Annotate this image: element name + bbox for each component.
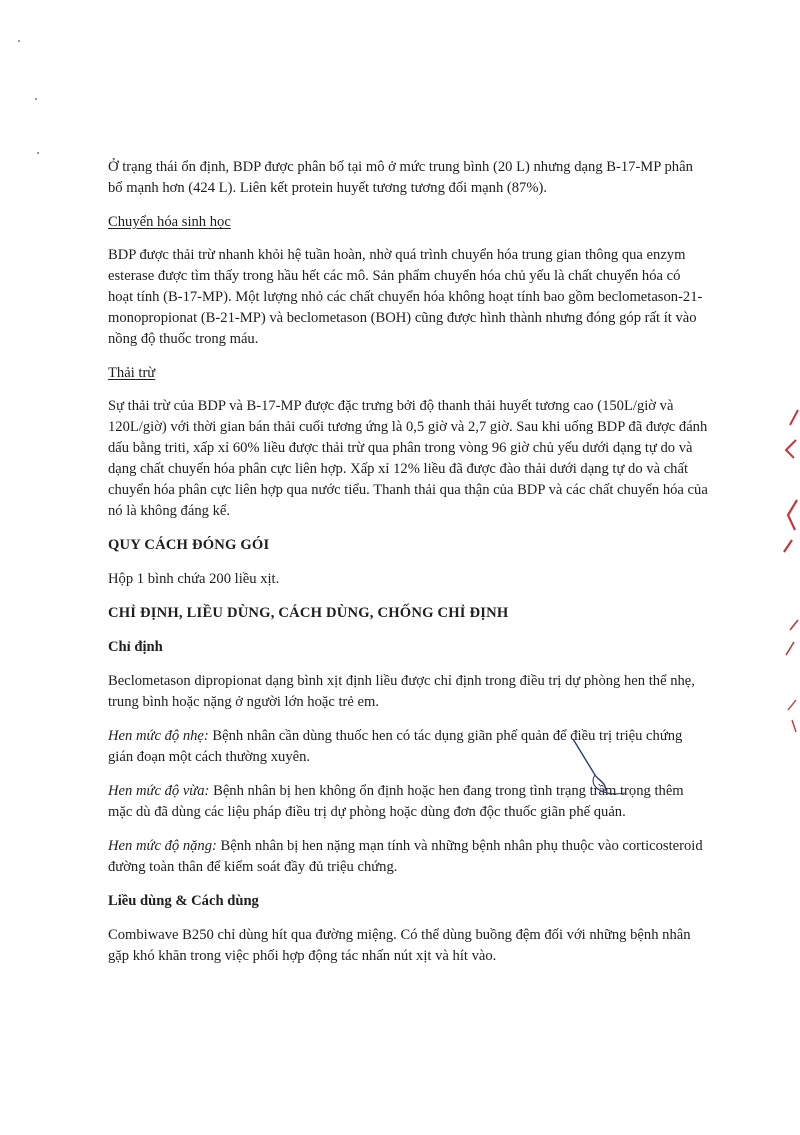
severe-asthma-paragraph bbox=[108, 836, 708, 878]
severe-asthma-label: Hen mức độ nặng: bbox=[108, 838, 217, 854]
elimination-heading: Thải trừ bbox=[108, 365, 156, 381]
indications-heading: Chỉ định bbox=[108, 639, 163, 655]
scan-speck bbox=[35, 98, 37, 100]
indications-paragraph: Beclometason dipropionat dạng bình xịt định liều được chỉ định trong điều trị dự phòng hen thể nhẹ, trung bình hoặc nặng ở người lớn hoặc trẻ em. bbox=[108, 673, 695, 710]
elimination-paragraph: Sự thải trừ của BDP và B-17-MP được đặc trưng bởi độ thanh thải huyết tương cao (150L/giờ và 120L/giờ) với thời gian bán thải cuối tương ứng là 0,5 giờ và 2,7 giờ. Sau khi uống BDP đã được đánh dấu bằng triti, xấp xỉ 60% liều được thải trừ qua phân trong vòng 96 giờ chủ yếu dưới dạng tự do và dạng chất chuyển hóa phân cực liên hợp. Xấp xỉ 12% liều đã được đào thải dưới dạng tự do và chất chuyển hóa phân cực liên hợp qua nước tiểu. Thanh thải qua thận của BDP và các chất chuyển hóa của nó là không đáng kể. bbox=[108, 398, 708, 519]
severe-asthma-text: Bệnh nhân bị hen nặng mạn tính và những bệnh nhân phụ thuộc vào corticosteroid đường toàn thân để kiểm soát đầy đủ triệu chứng. bbox=[108, 838, 703, 875]
scan-speck bbox=[37, 152, 39, 154]
dosage-heading: Liều dùng & Cách dùng bbox=[108, 893, 259, 909]
moderate-asthma-text: Bệnh nhân bị hen không ổn định hoặc hen đang trong tình trạng trầm trọng thêm mặc dù đã dùng các liệu pháp điều trị dự phòng hoặc dùng đơn độc thuốc giãn phế quản. bbox=[108, 783, 684, 820]
indications-section-heading: CHỈ ĐỊNH, LIỀU DÙNG, CÁCH DÙNG, CHỐNG CHỈ ĐỊNH bbox=[108, 605, 509, 621]
packaging-heading: QUY CÁCH ĐÓNG GÓI bbox=[108, 537, 270, 553]
moderate-asthma-label: Hen mức độ vừa: bbox=[108, 783, 210, 799]
mild-asthma-text: Bệnh nhân cần dùng thuốc hen có tác dụng giãn phế quản để điều trị triệu chứng gián đoạn một cách thường xuyên. bbox=[108, 728, 683, 765]
distribution-paragraph: Ở trạng thái ổn định, BDP được phân bố tại mô ở mức trung bình (20 L) nhưng dạng B-17-MP phân bố mạnh hơn (424 L). Liên kết protein huyết tương tương đối mạnh (87%). bbox=[108, 159, 693, 196]
biotransformation-heading: Chuyển hóa sinh học bbox=[108, 214, 231, 230]
mild-asthma-label: Hen mức độ nhẹ: bbox=[108, 728, 209, 744]
document-body bbox=[108, 157, 708, 980]
scan-speck bbox=[18, 40, 20, 42]
packaging-paragraph: Hộp 1 bình chứa 200 liều xịt. bbox=[108, 571, 280, 587]
dosage-paragraph: Combiwave B250 chỉ dùng hít qua đường miệng. Có thể dùng buồng đệm đối với những bệnh nhân gặp khó khăn trong việc phối hợp động tác nhấn nút xịt và hít vào. bbox=[108, 927, 691, 964]
stamp-edge bbox=[780, 380, 800, 760]
biotransformation-paragraph: BDP được thải trừ nhanh khỏi hệ tuần hoàn, nhờ quá trình chuyển hóa trung gian thông qua enzym esterase được tìm thấy trong hầu hết các mô. Sản phẩm chuyển hóa chủ yếu là chất chuyển hóa có hoạt tính (B-17-MP). Một lượng nhỏ các chất chuyển hóa không hoạt tính bao gồm beclometason-21-monopropionat (B-21-MP) và beclometason (BOH) cũng được hình thành nhưng đóng góp rất ít vào nồng độ thuốc trong máu. bbox=[108, 247, 703, 347]
pen-mark bbox=[565, 735, 645, 805]
